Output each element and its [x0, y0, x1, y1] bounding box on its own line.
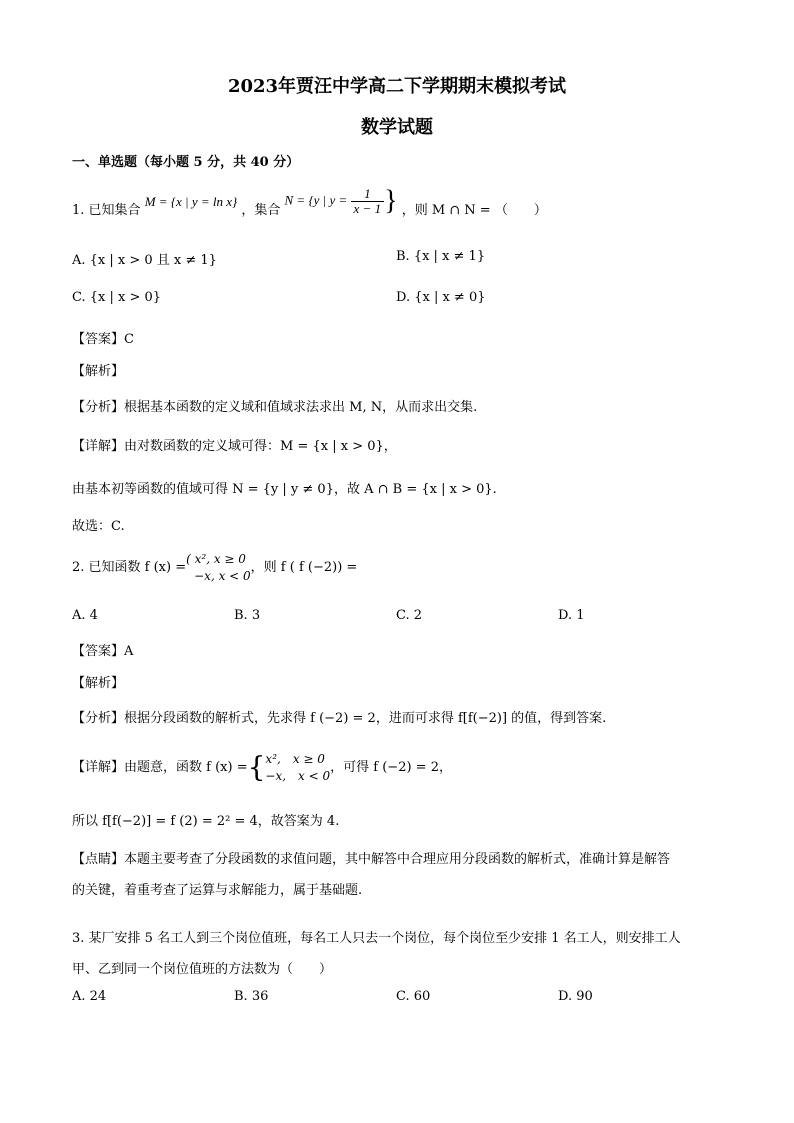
q1-option-b[interactable]: B. {x | x ≠ 1} — [396, 249, 486, 264]
q1-option-a[interactable]: A. {x | x > 0 且 x ≠ 1} — [72, 253, 217, 268]
q2-option-b[interactable]: B. 3 — [234, 608, 261, 623]
q1-answer: C — [124, 332, 134, 347]
q3-stem-line2: 甲、乙到同一个岗位值班的方法数为（ ） — [72, 962, 333, 977]
q3-option-b[interactable]: B. 36 — [234, 989, 269, 1004]
q3-stem-line1: 3. 某厂安排 5 名工人到三个岗位值班，每名工人只去一个岗位，每个岗位至少安排 1 名工人，则安排工人 — [72, 931, 681, 946]
q2-option-c[interactable]: C. 2 — [396, 608, 423, 623]
q2-analysis-tag: 【解析】 — [72, 675, 125, 690]
q1-detail-line2: 由基本初等函数的值域可得 N = {y | y ≠ 0}，故 A ∩ B = {x | x > 0}. — [72, 482, 497, 497]
q2-dianjing-line2: 的关键，着重考查了运算与求解能力，属于基础题. — [72, 883, 363, 898]
q2-piece-top: x², x ≥ 0 — [194, 551, 246, 566]
q2-detail-tag: 【详解】 — [72, 759, 125, 774]
q1-conclusion: 故选：C. — [72, 519, 125, 534]
q2-dianjing-line1 — [72, 848, 670, 867]
q2-option-a[interactable]: A. 4 — [72, 608, 98, 623]
q1-fenxi: 根据基本函数的定义域和值域求法求出 M, N，从而求出交集. — [124, 400, 478, 415]
q2-option-d[interactable]: D. 1 — [558, 608, 585, 623]
q2-detail1-bottom: −x, x < 0 — [265, 768, 331, 783]
q1-set-m: M = {x | y = ln x} — [144, 194, 238, 209]
q1-option-d[interactable]: D. {x | x ≠ 0} — [396, 290, 486, 305]
section-heading: 一、单选题（每小题 5 分，共 40 分） — [72, 155, 300, 170]
q1-fenxi-tag: 【分析】 — [72, 399, 125, 414]
q1-detail-line1 — [72, 435, 397, 454]
question-2-stem: 2. 已知函数 f (x) = ( x², x ≥ 0 −x, x < 0 ，则 f ( f (−2)) = — [72, 551, 358, 583]
q2-fenxi-line — [72, 707, 606, 726]
q1-analysis-tag: 【解析】 — [72, 363, 125, 378]
exam-title: 2023年贾汪中学高二下学期期末模拟考试 — [227, 76, 567, 97]
q1-option-c[interactable]: C. {x | x > 0} — [72, 290, 162, 305]
q2-answer-line — [72, 640, 133, 659]
q2-dianjing-tag: 【点睛】 — [72, 851, 125, 866]
q3-option-c[interactable]: C. 60 — [396, 989, 431, 1004]
q2-detail1-top: x², x ≥ 0 — [265, 751, 325, 766]
q3-option-a[interactable]: A. 24 — [72, 989, 107, 1004]
q1-set-n-numerator: 1 — [351, 187, 385, 202]
question-1-stem: 1. 已知集合 M = {x | y = ln x} ，集合 N = {y | y = $\frac{1}{x - 1}$ } ，则 M ∩ N = （ ） — [72, 185, 547, 218]
q2-dianjing1: 本题主要考查了分段函数的求值问题，其中解答中合理应用分段函数的解析式，准确计算是解答 — [124, 852, 671, 867]
q1-stem-b: ，集合 — [241, 203, 281, 218]
q2-fenxi-tag: 【分析】 — [72, 710, 125, 725]
q2-answer-tag: 【答案】 — [72, 643, 125, 658]
q1-answer-line — [72, 328, 134, 347]
q2-detail1-a: 由题意，函数 f (x) = — [124, 760, 248, 775]
q1-set-n-left: N = {y | y = — [284, 192, 348, 207]
q2-detail-line1: 【详解】由题意，函数 f (x) ={ x², x ≥ 0 −x, x < 0 ，可得 f (−2) = 2， — [72, 750, 452, 784]
q2-piece-bottom: −x, x < 0 — [194, 568, 251, 583]
q2-stem-b: ，则 f ( f (−2)) = — [250, 560, 358, 575]
q1-stem-c: ，则 M ∩ N = （ ） — [401, 203, 547, 218]
q1-detail-tag: 【详解】 — [72, 438, 125, 453]
q1-fenxi-line — [72, 396, 477, 415]
q3-option-d[interactable]: D. 90 — [558, 989, 593, 1004]
exam-subtitle: 数学试题 — [361, 117, 433, 138]
q1-detail1: 由对数函数的定义域可得：M = {x | x > 0}， — [124, 439, 397, 454]
q2-stem-a: 2. 已知函数 f (x) = — [72, 560, 187, 575]
q2-answer: A — [124, 644, 134, 659]
q2-detail1-b: ，可得 f (−2) = 2， — [330, 760, 452, 775]
q2-detail-line2: 所以 f[f(−2)] = f (2) = 2² = 4，故答案为 4. — [72, 814, 340, 829]
q1-answer-tag: 【答案】 — [72, 331, 125, 346]
q2-fenxi: 根据分段函数的解析式，先求得 f (−2) = 2，进而可求得 f[f(−2)] 的值，得到答案. — [124, 711, 607, 726]
q1-set-n-denominator: x − 1 — [353, 200, 382, 216]
q1-stem-a: 1. 已知集合 — [72, 203, 141, 218]
